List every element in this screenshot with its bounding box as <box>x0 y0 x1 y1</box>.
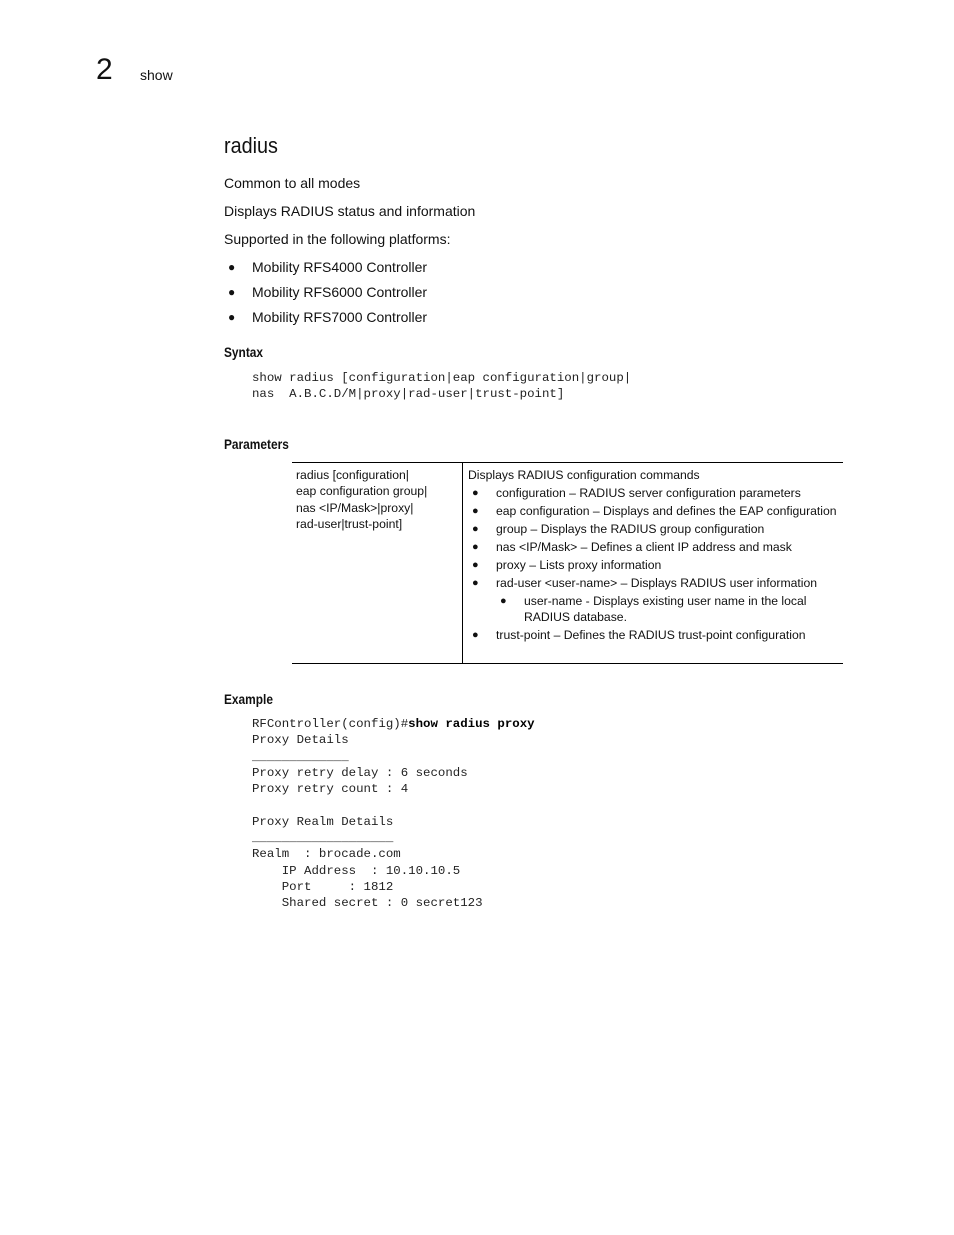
list-item <box>468 503 840 519</box>
example-command: show radius proxy <box>408 717 535 731</box>
output-line: Proxy retry count : 4 <box>252 782 409 797</box>
syntax-heading: Syntax <box>224 344 264 360</box>
page-title: radius <box>224 133 278 158</box>
bullet-icon: ● <box>472 523 479 535</box>
option-text: rad-user <user-name> – Displays RADIUS user information <box>496 576 818 590</box>
option-text: nas <IP/Mask> – Defines a client IP address and mask <box>496 540 792 554</box>
option-text: group – Displays the RADIUS group configuration <box>496 522 765 536</box>
bullet-icon: ● <box>500 595 507 607</box>
output-line: Port : 1812 <box>252 879 394 894</box>
parameters-table <box>292 462 843 664</box>
list-item <box>224 308 427 333</box>
bullet-icon: ● <box>472 559 479 571</box>
platform-label: Mobility RFS6000 Controller <box>252 284 428 300</box>
chapter-number: 2 <box>96 53 113 86</box>
syntax-line: nas A.B.C.D/M|proxy|rad-user|trust-point] <box>252 387 565 402</box>
command-mode: Common to all modes <box>224 175 361 191</box>
parameter-name-cell <box>292 463 463 663</box>
output-line: Shared secret : 0 secret123 <box>252 896 483 911</box>
parameter-name-line: eap configuration group| <box>296 484 428 499</box>
bullet-icon: ● <box>472 505 479 517</box>
chapter-name: show <box>140 67 173 83</box>
parameters-heading: Parameters <box>224 436 289 452</box>
option-text: proxy – Lists proxy information <box>496 558 662 572</box>
output-line: Proxy retry delay : 6 seconds <box>252 765 468 780</box>
bullet-icon: ● <box>228 260 236 274</box>
syntax-line: show radius [configuration|eap configuration|group| <box>252 371 632 385</box>
output-line: IP Address : 10.10.10.5 <box>252 863 461 878</box>
bullet-icon: ● <box>472 629 479 641</box>
command-description: Displays RADIUS status and information <box>224 203 476 219</box>
output-line: ___________________ <box>252 831 394 846</box>
bullet-icon: ● <box>472 487 479 499</box>
parameter-name-line: nas <IP/Mask>|proxy| <box>296 500 414 515</box>
list-item <box>468 539 840 555</box>
example-code <box>252 716 535 912</box>
example-prompt: RFController(config)# <box>252 717 409 731</box>
platforms-label: Supported in the following platforms: <box>224 231 451 247</box>
list-item <box>468 627 840 643</box>
list-item <box>224 283 427 308</box>
bullet-icon: ● <box>472 577 479 589</box>
bullet-icon: ● <box>472 541 479 553</box>
list-item <box>224 258 427 283</box>
parameter-name-line: radius [configuration| <box>296 468 409 482</box>
platform-label: Mobility RFS7000 Controller <box>252 309 428 325</box>
option-text: eap configuration – Displays and defines the EAP configuration <box>496 504 837 518</box>
output-line: Realm : brocade.com <box>252 847 401 862</box>
list-item <box>468 557 840 573</box>
output-line: Proxy Realm Details <box>252 814 394 829</box>
option-text: configuration – RADIUS server configuration parameters <box>496 486 801 500</box>
output-line: _____________ <box>252 749 349 764</box>
list-item <box>468 485 840 501</box>
example-heading: Example <box>224 691 273 707</box>
parameter-description-cell <box>468 467 840 645</box>
syntax-code <box>252 370 631 403</box>
list-item <box>468 521 840 537</box>
bullet-icon: ● <box>228 285 236 299</box>
parameter-option-list <box>468 485 840 643</box>
list-item <box>468 575 840 591</box>
output-line: Proxy Details <box>252 733 349 748</box>
platform-list <box>224 258 427 333</box>
parameter-name-line: rad-user|trust-point] <box>296 516 403 531</box>
parameter-description: Displays RADIUS configuration commands <box>468 468 700 482</box>
option-text: user-name - Displays existing user name in the local RADIUS database. <box>524 594 807 624</box>
list-item <box>468 593 840 625</box>
option-text: trust-point – Defines the RADIUS trust-point configuration <box>496 628 806 642</box>
bullet-icon: ● <box>228 310 236 324</box>
platform-label: Mobility RFS4000 Controller <box>252 259 428 275</box>
